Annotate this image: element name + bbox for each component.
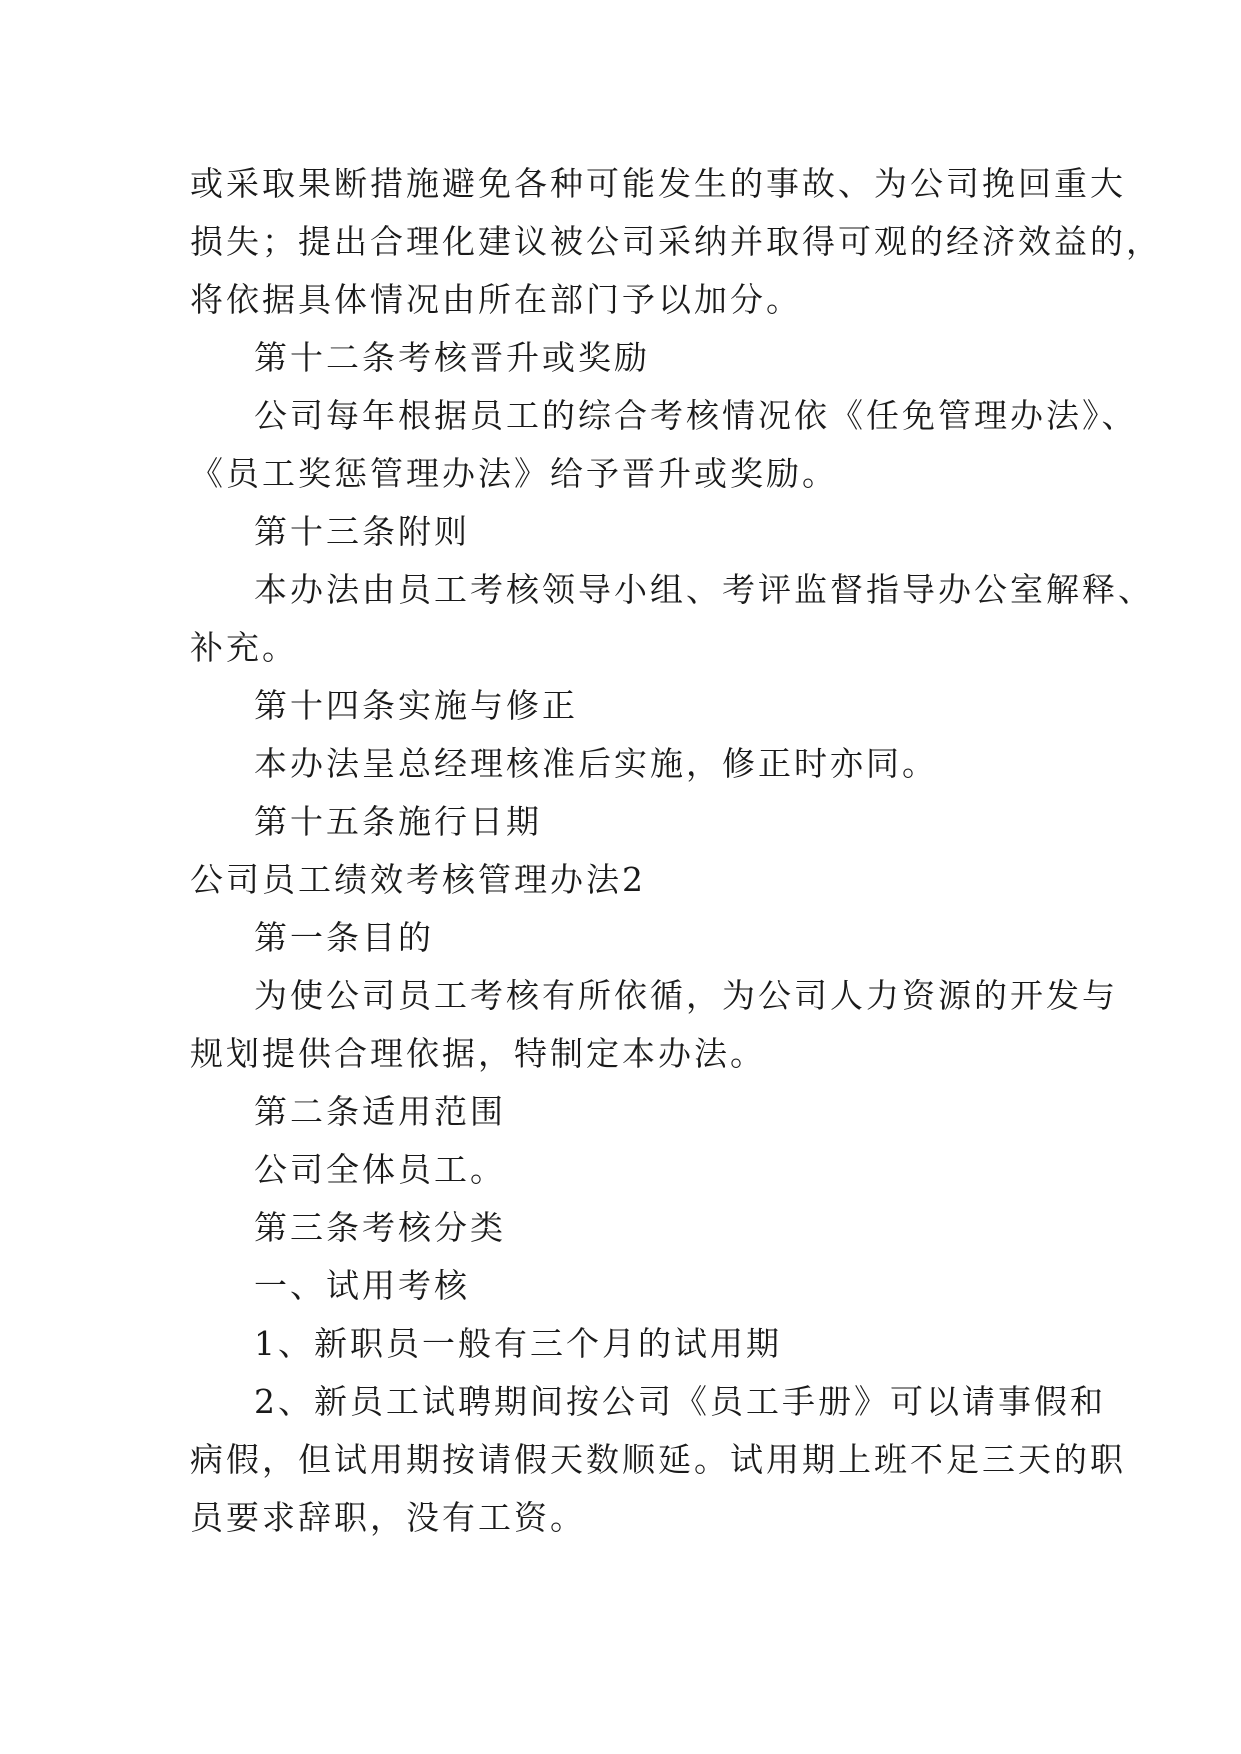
- section-heading: 第一条目的: [254, 918, 434, 957]
- text-line: 本办法由员工考核领导小组、考评监督指导办公室解释、: [254, 570, 1154, 609]
- text-line: 本办法呈总经理核准后实施，修正时亦同。: [254, 744, 938, 783]
- section-heading: 第三条考核分类: [254, 1208, 506, 1247]
- text-line: 员要求辞职，没有工资。: [190, 1498, 586, 1537]
- text-line: 补充。: [190, 628, 298, 667]
- text-line: 公司每年根据员工的综合考核情况依《任免管理办法》、: [254, 396, 1138, 435]
- list-item: 1、新职员一般有三个月的试用期: [254, 1324, 782, 1363]
- section-heading: 第十五条施行日期: [254, 802, 542, 841]
- subsection-heading: 一、试用考核: [254, 1266, 470, 1305]
- section-heading: 第十四条实施与修正: [254, 686, 578, 725]
- text-line: 将依据具体情况由所在部门予以加分。: [190, 280, 802, 319]
- text-line: 《员工奖惩管理办法》给予晋升或奖励。: [190, 454, 838, 493]
- list-item: 2、新员工试聘期间按公司《员工手册》可以请事假和: [254, 1382, 1106, 1421]
- section-heading: 第十三条附则: [254, 512, 470, 551]
- section-heading: 第二条适用范围: [254, 1092, 506, 1131]
- section-heading: 第十二条考核晋升或奖励: [254, 338, 650, 377]
- text-line: 病假，但试用期按请假天数顺延。试用期上班不足三天的职: [190, 1440, 1126, 1479]
- text-line: 规划提供合理依据，特制定本办法。: [190, 1034, 766, 1073]
- document-title: 公司员工绩效考核管理办法2: [190, 860, 646, 899]
- text-line: 为使公司员工考核有所依循，为公司人力资源的开发与: [254, 976, 1118, 1015]
- text-line: 公司全体员工。: [254, 1150, 506, 1189]
- text-line: 损失；提出合理化建议被公司采纳并取得可观的经济效益的，: [190, 222, 1162, 261]
- text-line: 或采取果断措施避免各种可能发生的事故、为公司挽回重大: [190, 164, 1126, 203]
